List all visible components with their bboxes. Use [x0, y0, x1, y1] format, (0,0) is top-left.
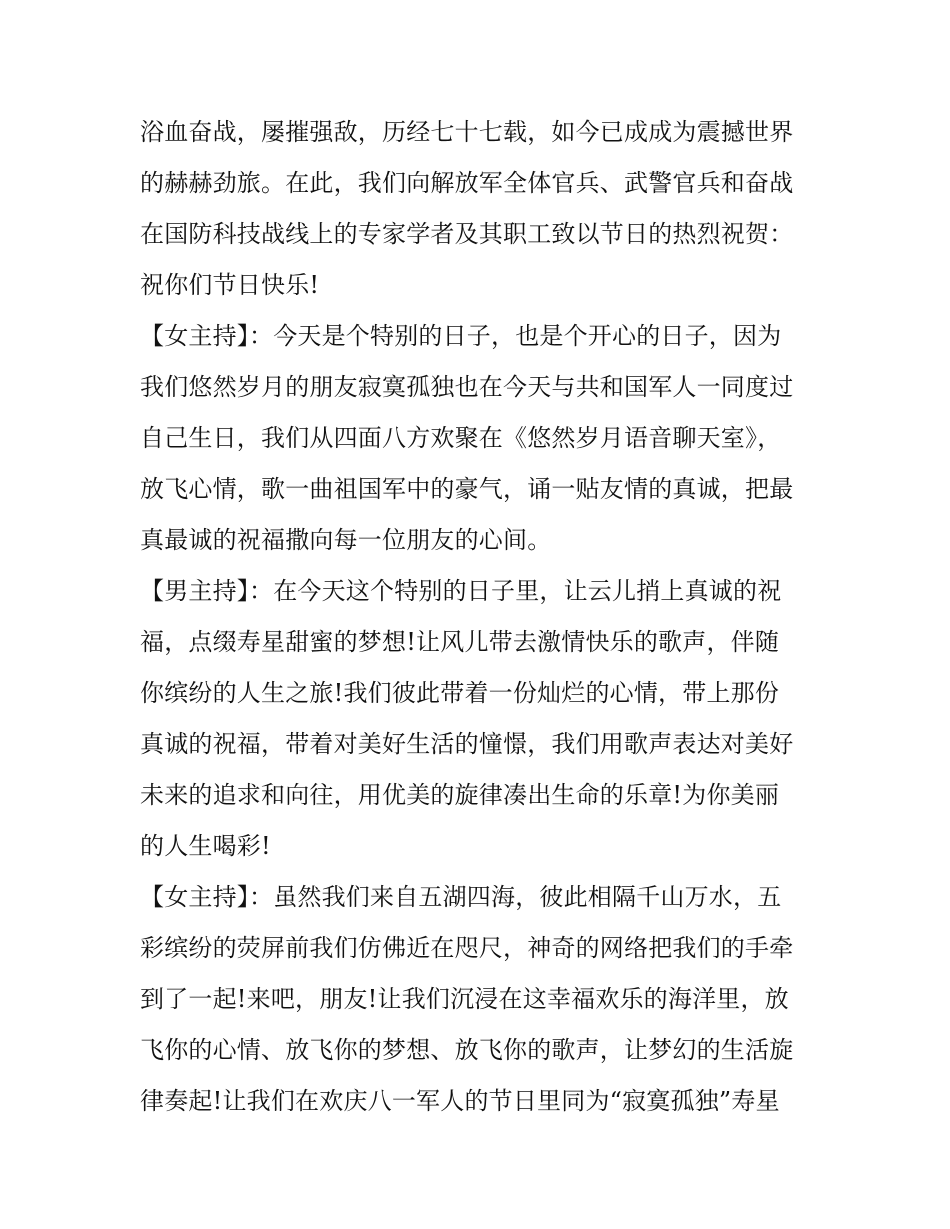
text-line: 真最诚的祝福撒向每一位朋友的心间。 — [140, 526, 552, 554]
text-line: 到了一起!来吧，朋友!让我们沉浸在这幸福欢乐的海洋里，放 — [140, 985, 789, 1013]
text-line: 的赫赫劲旅。在此，我们向解放军全体官兵、武警官兵和奋战 — [140, 169, 794, 197]
text-line: 彩缤纷的荧屏前我们仿佛近在咫尺，神奇的网络把我们的手牵 — [140, 934, 794, 962]
text-line: 律奏起!让我们在欢庆八一军人的节日里同为“寂寞孤独”寿星 — [140, 1087, 780, 1115]
male-host-line: 【男主持】：在今天这个特别的日子里，让云儿捎上真诚的祝 — [140, 577, 782, 605]
text-line: 未来的追求和向往，用优美的旋律凑出生命的乐章!为你美丽 — [140, 781, 780, 809]
female-host-line: 【女主持】：今天是个特别的日子，也是个开心的日子，因为 — [140, 322, 782, 350]
text-line: 放飞心情，歌一曲祖国军中的豪气，诵一贴友情的真诚，把最 — [140, 475, 794, 503]
text-line: 你缤纷的人生之旅!我们彼此带着一份灿烂的心情，带上那份 — [140, 679, 780, 707]
text-line: 的人生喝彩! — [140, 832, 271, 860]
text-line: 飞你的心情、放飞你的梦想、放飞你的歌声，让梦幻的生活旋 — [140, 1036, 794, 1064]
text-line: 福，点缀寿星甜蜜的梦想!让风儿带去激情快乐的歌声，伴随 — [140, 628, 780, 656]
text-line: 祝你们节日快乐! — [140, 271, 320, 299]
text-line: 真诚的祝福，带着对美好生活的憧憬，我们用歌声表达对美好 — [140, 730, 794, 758]
text-line: 浴血奋战，屡摧强敌，历经七十七载，如今已成成为震撼世界 — [140, 118, 794, 146]
text-line: 自己生日，我们从四面八方欢聚在《悠然岁月语音聊天室》， — [140, 424, 782, 452]
text-line: 我们悠然岁月的朋友寂寞孤独也在今天与共和国军人一同度过 — [140, 373, 794, 401]
female-host-line: 【女主持】：虽然我们来自五湖四海，彼此相隔千山万水，五 — [140, 883, 782, 911]
text-line: 在国防科技战线上的专家学者及其职工致以节日的热烈祝贺： — [140, 220, 794, 248]
document-body — [140, 107, 820, 1127]
